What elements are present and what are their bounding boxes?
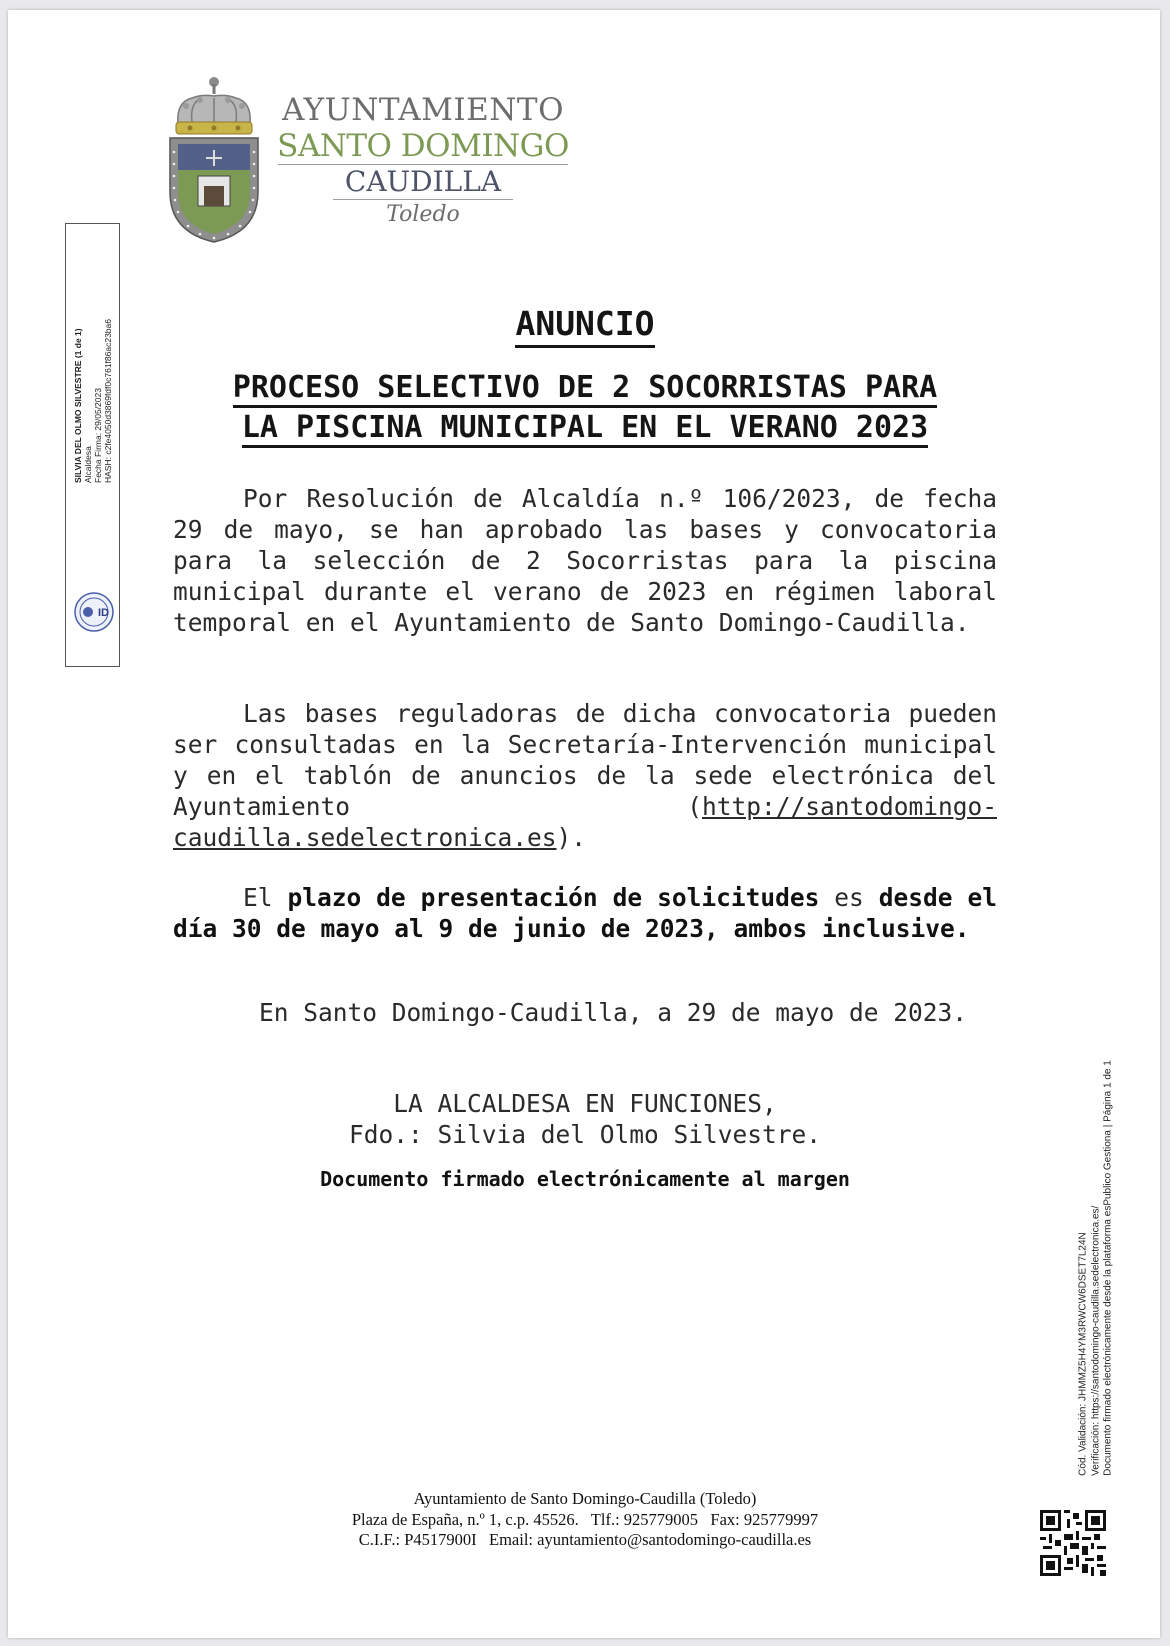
- place-and-date: [173, 997, 997, 1028]
- page-footer: [150, 1489, 1020, 1551]
- footer-line3: C.I.F.: P4517900I Email: ayuntamiento@santodomingo-caudilla.es: [358, 1530, 812, 1549]
- letterhead: [268, 92, 578, 230]
- org-name-line2: SANTO DOMINGO: [277, 128, 569, 164]
- paragraph-deadline: [173, 882, 997, 944]
- verification-strip: [1077, 1060, 1115, 1476]
- paragraph-bases: [173, 698, 997, 853]
- signature-block: [150, 1088, 1020, 1150]
- org-province: Toledo: [386, 202, 460, 227]
- org-name-line3: CAUDILLA: [344, 165, 502, 198]
- sede-electronica-link[interactable]: http://santodomingo-caudilla.sedelectronica.es: [173, 792, 997, 852]
- footer-line2: Plaza de España, n.º 1, c.p. 45526. Tlf.: 925779005 Fax: 925779997: [351, 1509, 819, 1529]
- signature-stamp-text: [73, 319, 113, 483]
- signature-stamp: [65, 223, 120, 667]
- subtitle-line1: PROCESO SELECTIVO DE 2 SOCORRISTAS PARA: [233, 370, 937, 408]
- signature-role: LA ALCALDESA EN FUNCIONES,: [393, 1089, 777, 1118]
- svg-text:ID: ID: [98, 607, 109, 619]
- paragraph2-end: ).: [556, 823, 587, 852]
- document-subtitle: [150, 368, 1020, 448]
- title-text: ANUNCIO: [515, 304, 654, 348]
- document-title: [0, 304, 1170, 343]
- stamp-hash: HASH: c2fe4050d3869fdf0c761f86ac23ba6: [102, 318, 113, 483]
- id-seal-icon: [73, 591, 115, 633]
- p3-b: plazo de presentación de solicitudes: [287, 883, 820, 912]
- platform-note: Documento firmado electrónicamente desde la plataforma esPublico Gestiona | Página 1 de 1: [1102, 1060, 1114, 1476]
- p3-c: es: [819, 883, 879, 912]
- footer-line1: Ayuntamiento de Santo Domingo-Caudilla (Toledo): [413, 1489, 757, 1508]
- p3-e: .: [954, 914, 970, 943]
- stamp-role: Alcaldesa: [82, 445, 93, 483]
- municipal-coat-of-arms-icon: [168, 72, 260, 244]
- verification-url: Verificación: https://santodomingo-caudilla.sedelectronica.es/: [1089, 1205, 1101, 1476]
- electronic-signature-note: Documento firmado electrónicamente al margen: [320, 1167, 850, 1191]
- place-date-text: En Santo Domingo-Caudilla, a 29 de mayo de 2023.: [259, 998, 968, 1027]
- signature-name: Fdo.: Silvia del Olmo Silvestre.: [348, 1120, 821, 1149]
- paragraph2-text: Las bases reguladoras de dicha convocatoria pueden ser consultadas en la Secretaría-Intervención municipal y en el tablón de anuncios de la sede electrónica del Ayuntamiento (: [173, 699, 997, 821]
- stamp-date: Fecha Firma: 29/05/2023: [92, 387, 103, 483]
- org-name-line1: AYUNTAMIENTO: [281, 92, 565, 128]
- qr-code-icon: [1040, 1510, 1106, 1576]
- validation-code: Cód. Validación: JHMMZ5H4YM3RWCW6DSET7L24N: [1077, 1232, 1089, 1476]
- paragraph-resolution: [173, 483, 997, 638]
- p3-d: desde el día 30 de mayo al 9 de junio de 2023, ambos inclusive: [173, 883, 997, 943]
- subtitle-line2: LA PISCINA MUNICIPAL EN EL VERANO 2023: [242, 410, 928, 448]
- paragraph1-text: Por Resolución de Alcaldía n.º 106/2023, de fecha 29 de mayo, se han aprobado las bases y convocatoria para la selección de 2 Socorristas para la piscina municipal durante el verano de 2023 en régimen laboral temporal en el Ayuntamiento de Santo Domingo-Caudilla.: [173, 484, 997, 637]
- p3-a: El: [243, 883, 288, 912]
- stamp-signer: SILVIA DEL OLMO SILVESTRE (1 de 1): [72, 328, 83, 483]
